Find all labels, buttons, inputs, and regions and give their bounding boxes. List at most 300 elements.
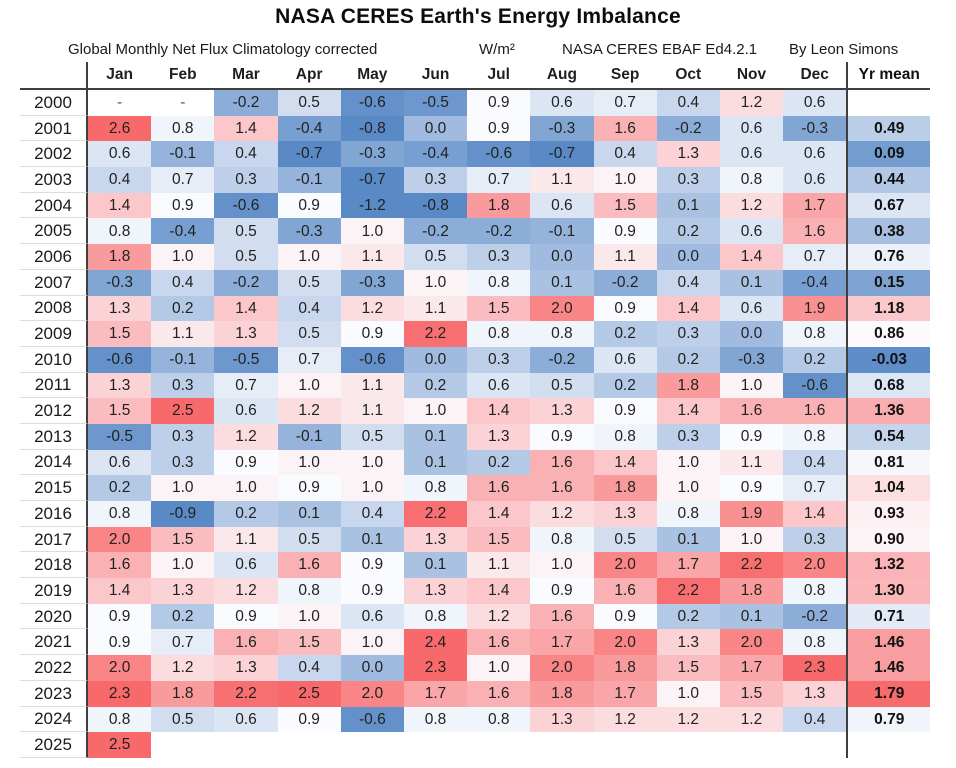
heatmap-cell: -0.2 — [214, 90, 277, 116]
heatmap-cell: 0.1 — [404, 552, 467, 578]
heatmap-cell: 1.5 — [88, 321, 151, 347]
heatmap-cell: 1.9 — [783, 296, 846, 322]
heatmap-cell: -0.8 — [404, 193, 467, 219]
heatmap-cell: 0.9 — [88, 629, 151, 655]
heatmap-cell: 1.4 — [594, 450, 657, 476]
heatmap-cell: 1.0 — [720, 527, 783, 553]
heatmap-cell: 1.7 — [530, 629, 593, 655]
heatmap-cell: 0.1 — [404, 450, 467, 476]
column-header-oct: Oct — [657, 62, 720, 90]
row-year-label: 2024 — [20, 707, 88, 733]
heatmap-cell: 1.1 — [594, 244, 657, 270]
column-header-may: May — [341, 62, 404, 90]
heatmap-cell — [467, 732, 530, 758]
heatmap-cell: 1.2 — [594, 707, 657, 733]
heatmap-cell: -0.3 — [530, 116, 593, 142]
column-header-jun: Jun — [404, 62, 467, 90]
heatmap-cell: -0.5 — [214, 347, 277, 373]
heatmap-cell: 2.0 — [341, 681, 404, 707]
heatmap-cell: 0.8 — [594, 424, 657, 450]
heatmap-cell: 0.2 — [657, 218, 720, 244]
row-year-label: 2002 — [20, 141, 88, 167]
heatmap-cell: 0.7 — [783, 244, 846, 270]
heatmap-cell — [530, 732, 593, 758]
row-year-label: 2016 — [20, 501, 88, 527]
heatmap-cell: 0.1 — [720, 270, 783, 296]
heatmap-cell: 0.8 — [88, 501, 151, 527]
yr-mean-cell: 0.68 — [846, 373, 930, 399]
heatmap-cell: 0.9 — [88, 604, 151, 630]
heatmap-cell: 0.2 — [151, 604, 214, 630]
heatmap-cell: 1.3 — [594, 501, 657, 527]
heatmap-cell: 2.0 — [88, 527, 151, 553]
table-corner — [20, 62, 88, 90]
subtitle-credit: By Leon Simons — [789, 41, 899, 58]
heatmap-cell: 0.9 — [341, 321, 404, 347]
heatmap-cell: 1.3 — [214, 321, 277, 347]
row-year-label: 2020 — [20, 604, 88, 630]
heatmap-cell: 0.3 — [657, 424, 720, 450]
heatmap-cell: 2.5 — [278, 681, 341, 707]
heatmap-cell — [341, 732, 404, 758]
heatmap-cell: 0.6 — [214, 707, 277, 733]
heatmap-cell: 1.0 — [657, 681, 720, 707]
heatmap-cell: 1.3 — [214, 655, 277, 681]
row-year-label: 2023 — [20, 681, 88, 707]
heatmap-cell: 0.9 — [530, 578, 593, 604]
heatmap-cell: 1.0 — [657, 450, 720, 476]
heatmap-cell: -0.4 — [404, 141, 467, 167]
row-year-label: 2009 — [20, 321, 88, 347]
heatmap-cell: 1.3 — [404, 527, 467, 553]
row-year-label: 2003 — [20, 167, 88, 193]
column-header-jan: Jan — [88, 62, 151, 90]
heatmap-cell: 0.3 — [151, 450, 214, 476]
heatmap-cell: 1.1 — [151, 321, 214, 347]
heatmap-cell: 1.7 — [783, 193, 846, 219]
heatmap-cell: 0.0 — [657, 244, 720, 270]
row-year-label: 2000 — [20, 90, 88, 116]
subtitle-source: NASA CERES EBAF Ed4.2.1 — [562, 41, 758, 58]
heatmap-cell: 1.0 — [404, 398, 467, 424]
heatmap-cell: 1.2 — [214, 424, 277, 450]
heatmap-cell: 0.4 — [783, 707, 846, 733]
heatmap-cell: 0.6 — [214, 398, 277, 424]
heatmap-cell: 1.3 — [657, 141, 720, 167]
heatmap-cell: 0.1 — [278, 501, 341, 527]
heatmap-cell: 1.0 — [404, 270, 467, 296]
heatmap-cell: 0.8 — [151, 116, 214, 142]
heatmap-cell: 1.0 — [278, 244, 341, 270]
heatmap-cell: 0.6 — [88, 141, 151, 167]
heatmap-cell: 1.4 — [467, 501, 530, 527]
heatmap-cell: 0.6 — [783, 167, 846, 193]
heatmap-cell: 1.8 — [594, 655, 657, 681]
row-year-label: 2021 — [20, 629, 88, 655]
heatmap-cell: 0.6 — [783, 90, 846, 116]
heatmap-cell: 1.5 — [88, 398, 151, 424]
heatmap-cell: -0.2 — [467, 218, 530, 244]
yr-mean-cell: 0.38 — [846, 218, 930, 244]
column-header-dec: Dec — [783, 62, 846, 90]
heatmap-cell: 0.4 — [657, 90, 720, 116]
heatmap-cell: 1.2 — [151, 655, 214, 681]
column-header-apr: Apr — [278, 62, 341, 90]
heatmap-cell: -0.3 — [341, 141, 404, 167]
heatmap-cell: 0.6 — [783, 141, 846, 167]
heatmap-cell: -0.4 — [278, 116, 341, 142]
heatmap-cell: 2.3 — [404, 655, 467, 681]
heatmap-cell: 0.1 — [341, 527, 404, 553]
heatmap-cell: 1.0 — [657, 475, 720, 501]
heatmap-cell: -0.6 — [467, 141, 530, 167]
heatmap-cell: 0.3 — [151, 424, 214, 450]
heatmap-cell: 2.4 — [404, 629, 467, 655]
column-header-sep: Sep — [594, 62, 657, 90]
heatmap-cell: 1.4 — [214, 296, 277, 322]
heatmap-cell: 1.2 — [720, 193, 783, 219]
heatmap-cell: 0.9 — [594, 604, 657, 630]
heatmap-cell: 0.8 — [783, 321, 846, 347]
heatmap-cell: 2.2 — [214, 681, 277, 707]
heatmap-cell: 0.2 — [594, 373, 657, 399]
heatmap-cell: 1.5 — [151, 527, 214, 553]
heatmap-cell: 0.5 — [151, 707, 214, 733]
heatmap-cell: 0.7 — [214, 373, 277, 399]
heatmap-cell: -0.1 — [278, 424, 341, 450]
heatmap-cell: 0.0 — [530, 244, 593, 270]
heatmap-cell: -0.5 — [88, 424, 151, 450]
heatmap-cell: 1.4 — [783, 501, 846, 527]
yr-mean-cell — [846, 732, 930, 758]
yr-mean-cell: 1.32 — [846, 552, 930, 578]
heatmap-cell: 0.2 — [214, 501, 277, 527]
heatmap-cell: -0.6 — [783, 373, 846, 399]
heatmap-cell: 0.6 — [214, 552, 277, 578]
heatmap-cell: 1.0 — [341, 218, 404, 244]
heatmap-cell: 0.0 — [341, 655, 404, 681]
heatmap-cell: 1.6 — [278, 552, 341, 578]
yr-mean-cell: 0.09 — [846, 141, 930, 167]
heatmap-cell: 1.0 — [720, 373, 783, 399]
heatmap-cell: 1.6 — [720, 398, 783, 424]
heatmap-cell: 2.0 — [530, 655, 593, 681]
heatmap-cell: -0.2 — [530, 347, 593, 373]
heatmap-cell: 0.9 — [341, 552, 404, 578]
heatmap-cell: 1.6 — [530, 604, 593, 630]
heatmap-cell: 0.9 — [594, 218, 657, 244]
heatmap-cell: -0.2 — [783, 604, 846, 630]
heatmap-cell: 0.1 — [657, 193, 720, 219]
yr-mean-cell: 1.04 — [846, 475, 930, 501]
heatmap-cell: -0.2 — [214, 270, 277, 296]
heatmap-cell: 0.2 — [404, 373, 467, 399]
heatmap-cell: 0.5 — [594, 527, 657, 553]
heatmap-cell: 1.0 — [530, 552, 593, 578]
heatmap-cell: 0.8 — [783, 578, 846, 604]
heatmap-cell: 0.4 — [151, 270, 214, 296]
heatmap-cell: -0.4 — [783, 270, 846, 296]
heatmap-cell: 0.8 — [278, 578, 341, 604]
heatmap-cell: 0.9 — [594, 398, 657, 424]
heatmap-cell: 1.6 — [214, 629, 277, 655]
heatmap-cell: -0.7 — [530, 141, 593, 167]
heatmap-cell: -0.1 — [151, 347, 214, 373]
heatmap-cell: 0.7 — [783, 475, 846, 501]
yr-mean-cell: 0.76 — [846, 244, 930, 270]
heatmap-cell: 1.4 — [214, 116, 277, 142]
column-header-mar: Mar — [214, 62, 277, 90]
heatmap-cell: 0.4 — [341, 501, 404, 527]
yr-mean-cell: 1.18 — [846, 296, 930, 322]
heatmap-cell: 0.8 — [783, 424, 846, 450]
yr-mean-cell: -0.03 — [846, 347, 930, 373]
heatmap-cell: 1.7 — [404, 681, 467, 707]
heatmap-cell: 1.5 — [278, 629, 341, 655]
heatmap-cell: 0.5 — [278, 527, 341, 553]
row-year-label: 2014 — [20, 450, 88, 476]
heatmap-cell: 1.1 — [341, 244, 404, 270]
heatmap-cell: 1.8 — [530, 681, 593, 707]
heatmap-cell: 0.6 — [467, 373, 530, 399]
heatmap-cell: 0.4 — [594, 141, 657, 167]
heatmap-cell: 0.8 — [720, 167, 783, 193]
row-year-label: 2007 — [20, 270, 88, 296]
heatmap-cell: 1.3 — [783, 681, 846, 707]
heatmap-cell: -0.2 — [594, 270, 657, 296]
heatmap-cell: 1.7 — [720, 655, 783, 681]
heatmap-cell: 0.2 — [467, 450, 530, 476]
heatmap-cell: 1.9 — [720, 501, 783, 527]
heatmap-cell: -0.2 — [404, 218, 467, 244]
heatmap-cell: 2.0 — [88, 655, 151, 681]
heatmap-cell: 0.5 — [214, 244, 277, 270]
heatmap-cell: 0.5 — [404, 244, 467, 270]
heatmap-cell: 0.9 — [720, 475, 783, 501]
heatmap-cell: 0.9 — [214, 450, 277, 476]
heatmap-cell: 1.3 — [151, 578, 214, 604]
heatmap-cell: 1.0 — [278, 373, 341, 399]
heatmap-cell: 0.7 — [467, 167, 530, 193]
heatmap-cell: 0.5 — [214, 218, 277, 244]
heatmap-cell: 0.9 — [214, 604, 277, 630]
heatmap-cell: -0.3 — [88, 270, 151, 296]
heatmap-cell: 0.9 — [594, 296, 657, 322]
heatmap-cell: 2.0 — [594, 552, 657, 578]
heatmap-cell: 1.6 — [530, 450, 593, 476]
heatmap-cell: 1.5 — [467, 296, 530, 322]
heatmap-cell: 2.0 — [594, 629, 657, 655]
row-year-label: 2001 — [20, 116, 88, 142]
heatmap-cell — [594, 732, 657, 758]
heatmap-cell: 0.8 — [783, 629, 846, 655]
heatmap-cell: 0.3 — [783, 527, 846, 553]
heatmap-cell: 1.2 — [530, 501, 593, 527]
heatmap-cell — [657, 732, 720, 758]
heatmap-cell: 1.4 — [467, 578, 530, 604]
heatmap-cell: 0.0 — [404, 116, 467, 142]
heatmap-cell: 2.2 — [404, 321, 467, 347]
heatmap-cell: 2.0 — [783, 552, 846, 578]
row-year-label: 2012 — [20, 398, 88, 424]
heatmap-cell: 1.6 — [88, 552, 151, 578]
heatmap-cell: 2.2 — [720, 552, 783, 578]
heatmap-cell: 1.6 — [594, 116, 657, 142]
heatmap-cell: 0.8 — [404, 707, 467, 733]
heatmap-cell: -0.1 — [151, 141, 214, 167]
heatmap-cell: 2.5 — [151, 398, 214, 424]
heatmap-cell — [214, 732, 277, 758]
heatmap-cell: -0.1 — [530, 218, 593, 244]
heatmap-cell: 1.7 — [594, 681, 657, 707]
heatmap-cell: 1.0 — [341, 629, 404, 655]
heatmap-cell: 1.0 — [214, 475, 277, 501]
heatmap-cell: 1.3 — [88, 296, 151, 322]
heatmap-cell: -0.3 — [720, 347, 783, 373]
heatmap-cell: 0.5 — [341, 424, 404, 450]
heatmap-cell: 0.1 — [657, 527, 720, 553]
yr-mean-cell: 0.86 — [846, 321, 930, 347]
heatmap-cell: 1.1 — [214, 527, 277, 553]
heatmap-cell: 1.2 — [657, 707, 720, 733]
heatmap-cell: 0.2 — [783, 347, 846, 373]
heatmap-cell: 2.2 — [657, 578, 720, 604]
yr-mean-cell: 0.79 — [846, 707, 930, 733]
heatmap-cell: 0.4 — [88, 167, 151, 193]
heatmap-cell: 0.4 — [278, 655, 341, 681]
heatmap-cell: 0.7 — [594, 90, 657, 116]
column-header-jul: Jul — [467, 62, 530, 90]
heatmap-cell: 0.6 — [720, 218, 783, 244]
heatmap-cell: -0.7 — [278, 141, 341, 167]
heatmap-cell: 0.8 — [467, 707, 530, 733]
row-year-label: 2013 — [20, 424, 88, 450]
heatmap-cell: 1.8 — [594, 475, 657, 501]
row-year-label: 2008 — [20, 296, 88, 322]
row-year-label: 2018 — [20, 552, 88, 578]
heatmap-cell — [783, 732, 846, 758]
heatmap-cell: 0.5 — [278, 270, 341, 296]
heatmap-cell: 0.3 — [404, 167, 467, 193]
heatmap-cell: 0.8 — [404, 604, 467, 630]
heatmap-cell: 0.2 — [594, 321, 657, 347]
yr-mean-cell: 1.79 — [846, 681, 930, 707]
heatmap-cell: -0.5 — [404, 90, 467, 116]
heatmap-cell: 0.9 — [278, 707, 341, 733]
heatmap-cell: 0.5 — [530, 373, 593, 399]
heatmap-cell: 0.8 — [530, 527, 593, 553]
heatmap-cell: 1.0 — [467, 655, 530, 681]
heatmap-cell: 0.9 — [467, 90, 530, 116]
heatmap-cell: 0.4 — [657, 270, 720, 296]
heatmap-cell: 1.8 — [467, 193, 530, 219]
heatmap-cell: 0.0 — [720, 321, 783, 347]
heatmap-cell: 1.3 — [530, 398, 593, 424]
yr-mean-cell: 0.67 — [846, 193, 930, 219]
heatmap-cell: 0.5 — [278, 90, 341, 116]
heatmap-cell: 0.7 — [278, 347, 341, 373]
heatmap-cell: 1.2 — [278, 398, 341, 424]
heatmap-cell: 0.8 — [530, 321, 593, 347]
heatmap-cell: -0.1 — [278, 167, 341, 193]
heatmap-cell: - — [117, 94, 123, 112]
row-year-label: 2006 — [20, 244, 88, 270]
heatmap-cell: -0.8 — [341, 116, 404, 142]
heatmap-cell: 0.6 — [720, 116, 783, 142]
heatmap-cell: 1.8 — [151, 681, 214, 707]
yr-mean-cell: 0.44 — [846, 167, 930, 193]
heatmap-cell: 1.3 — [530, 707, 593, 733]
heatmap-cell: 1.1 — [530, 167, 593, 193]
heatmap-cell: 0.8 — [88, 707, 151, 733]
heatmap-cell: 1.8 — [720, 578, 783, 604]
heatmap-cell: 0.9 — [467, 116, 530, 142]
heatmap-cell: 1.1 — [467, 552, 530, 578]
heatmap-cell: 1.5 — [657, 655, 720, 681]
heatmap-cell — [720, 732, 783, 758]
heatmap-cell: 2.6 — [88, 116, 151, 142]
heatmap-cell: -0.4 — [151, 218, 214, 244]
heatmap-cell: 1.5 — [720, 681, 783, 707]
heatmap-cell: 1.4 — [88, 578, 151, 604]
heatmap-cell: 0.1 — [720, 604, 783, 630]
heatmap-cell: -0.6 — [214, 193, 277, 219]
heatmap-cell: 0.1 — [530, 270, 593, 296]
heatmap-cell: 1.8 — [88, 244, 151, 270]
heatmap-cell: 2.0 — [530, 296, 593, 322]
heatmap-cell: -0.7 — [341, 167, 404, 193]
heatmap-cell: 1.6 — [783, 218, 846, 244]
heatmap-cell: -0.6 — [341, 347, 404, 373]
row-year-label: 2022 — [20, 655, 88, 681]
row-year-label: 2010 — [20, 347, 88, 373]
heatmap-cell: - — [180, 94, 186, 112]
heatmap-cell — [278, 732, 341, 758]
heatmap-cell: 0.8 — [657, 501, 720, 527]
subtitle-description: Global Monthly Net Flux Climatology corrected — [68, 41, 378, 58]
heatmap-cell: -0.2 — [657, 116, 720, 142]
heatmap-cell: 1.6 — [467, 681, 530, 707]
heatmap-cell: 1.0 — [151, 475, 214, 501]
yr-mean-cell: 1.46 — [846, 655, 930, 681]
heatmap-cell: 1.0 — [594, 167, 657, 193]
yr-mean-cell: 0.81 — [846, 450, 930, 476]
heatmap-cell: 0.6 — [341, 604, 404, 630]
column-header-nov: Nov — [720, 62, 783, 90]
heatmap-cell: -0.3 — [341, 270, 404, 296]
yr-mean-cell: 0.54 — [846, 424, 930, 450]
heatmap-cell: 1.2 — [720, 707, 783, 733]
heatmap-cell: 1.6 — [594, 578, 657, 604]
heatmap-cell: 0.1 — [404, 424, 467, 450]
chart-title: NASA CERES Earth's Energy Imbalance — [275, 5, 681, 28]
row-year-label: 2019 — [20, 578, 88, 604]
heatmap-cell: 1.0 — [341, 475, 404, 501]
heatmap-cell: -0.3 — [278, 218, 341, 244]
heatmap-cell: 1.0 — [151, 552, 214, 578]
yr-mean-cell: 1.36 — [846, 398, 930, 424]
row-year-label: 2025 — [20, 732, 88, 758]
heatmap-cell: 1.2 — [467, 604, 530, 630]
heatmap-cell: 0.6 — [530, 193, 593, 219]
row-year-label: 2004 — [20, 193, 88, 219]
heatmap-cell: 1.4 — [720, 244, 783, 270]
heatmap-cell: 1.5 — [594, 193, 657, 219]
heatmap-cell: 1.0 — [278, 604, 341, 630]
heatmap-cell: 0.2 — [151, 296, 214, 322]
heatmap-cell: -0.6 — [341, 707, 404, 733]
heatmap-cell: 2.0 — [720, 629, 783, 655]
